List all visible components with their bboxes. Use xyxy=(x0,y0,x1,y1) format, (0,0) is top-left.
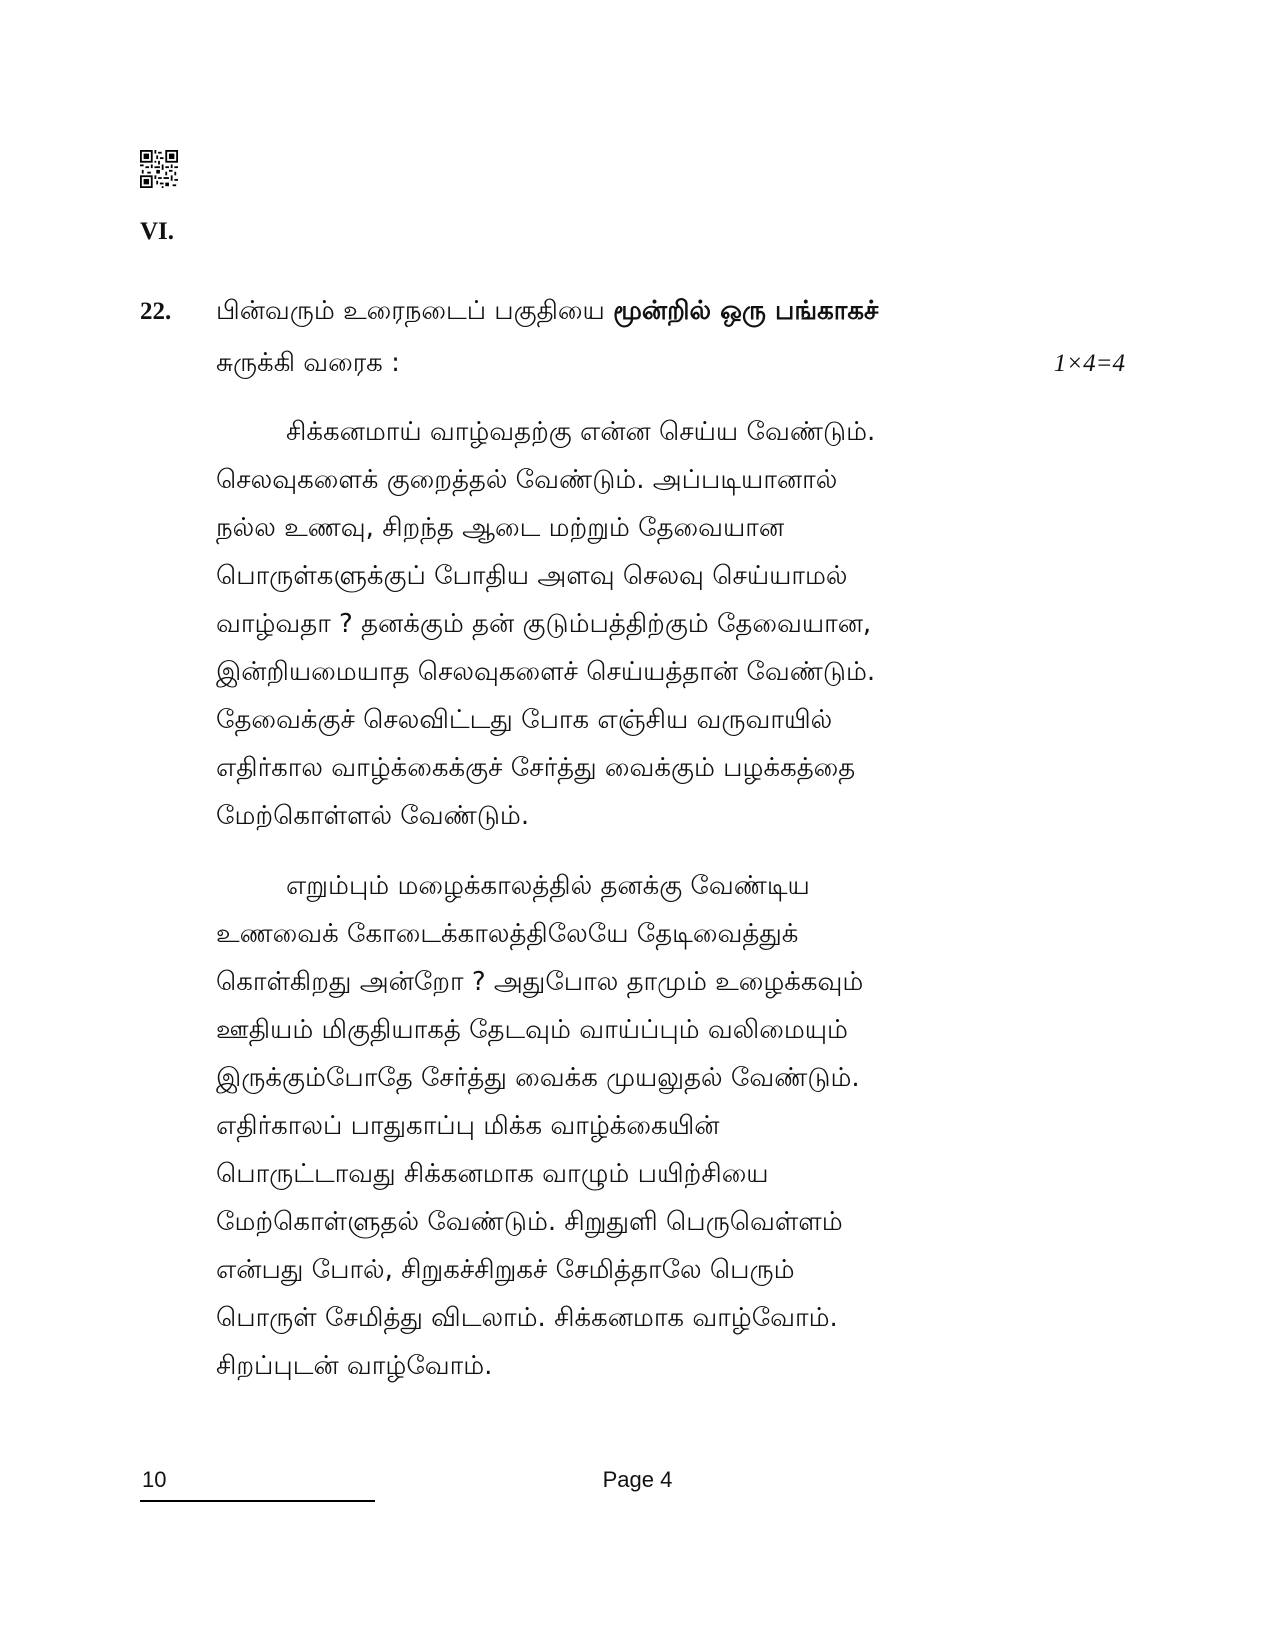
passage-line: நல்ல உணவு, சிறந்த ஆடை மற்றும் தேவையான xyxy=(216,513,785,543)
instruction-text: பின்வரும் உரைநடைப் பகுதியை xyxy=(216,296,614,326)
question-instruction-line1 xyxy=(216,296,878,329)
passage-line: சிக்கனமாய் வாழ்வதற்கு என்ன செய்ய வேண்டும். xyxy=(286,417,876,447)
passage-line: பொருட்டாவது சிக்கனமாக வாழும் பயிற்சியை xyxy=(216,1159,769,1189)
passage-line: எறும்பும் மழைக்காலத்தில் தனக்கு வேண்டிய xyxy=(286,871,810,901)
passage-paragraph-2 xyxy=(216,862,1116,1390)
passage-line: வாழ்வதா ? தனக்கும் தன் குடும்பத்திற்கும் தேவையான, xyxy=(216,609,872,639)
marks-allocation: 1×4=4 xyxy=(1053,350,1125,377)
passage-line: ஊதியம் மிகுதியாகத் தேடவும் வாய்ப்பும் வலிமையும் xyxy=(216,1015,848,1045)
qr-code-icon xyxy=(140,150,178,188)
passage-line: மேற்கொள்ளுதல் வேண்டும். சிறுதுளி பெருவெள்ளம் xyxy=(216,1207,843,1237)
question-number: 22. xyxy=(140,298,172,325)
passage-line: எதிர்கால வாழ்க்கைக்குச் சேர்த்து வைக்கும் பழக்கத்தை xyxy=(216,753,856,783)
passage-line: தேவைக்குச் செலவிட்டது போக எஞ்சிய வருவாயில் xyxy=(216,705,833,735)
passage-line: பொருள் சேமித்து விடலாம். சிக்கனமாக வாழ்வோம். xyxy=(216,1303,838,1333)
passage-line: பொருள்களுக்குப் போதிய அளவு செலவு செய்யாமல் xyxy=(216,561,848,591)
passage-line: செலவுகளைக் குறைத்தல் வேண்டும். அப்படியானால் xyxy=(216,465,838,495)
passage-line: இன்றியமையாத செலவுகளைச் செய்யத்தான் வேண்டும். xyxy=(216,657,876,687)
passage-line: மேற்கொள்ளல் வேண்டும். xyxy=(216,801,530,831)
passage-line: என்பது போல், சிறுகச்சிறுகச் சேமித்தாலே பெரும் xyxy=(216,1255,795,1285)
question-instruction-line2: சுருக்கி வரைக : xyxy=(216,348,400,378)
section-heading: VI. xyxy=(140,218,175,245)
passage-line: எதிர்காலப் பாதுகாப்பு மிக்க வாழ்க்கையின் xyxy=(216,1111,720,1141)
passage-line: கொள்கிறது அன்றோ ? அதுபோல தாமும் உழைக்கவும் xyxy=(216,967,864,997)
passage-line: சிறப்புடன் வாழ்வோம். xyxy=(216,1351,493,1381)
passage-line: இருக்கும்போதே சேர்த்து வைக்க முயலுதல் வேண்டும். xyxy=(216,1063,860,1093)
passage-line: உணவைக் கோடைக்காலத்திலேயே தேடிவைத்துக் xyxy=(216,919,799,949)
footer-divider xyxy=(140,1500,375,1502)
page-number: Page 4 xyxy=(602,1467,673,1492)
instruction-bold-text: மூன்றில் ஒரு பங்காகச் xyxy=(613,296,879,326)
footer-number: 10 xyxy=(142,1467,167,1492)
passage-paragraph-1 xyxy=(216,408,1116,840)
